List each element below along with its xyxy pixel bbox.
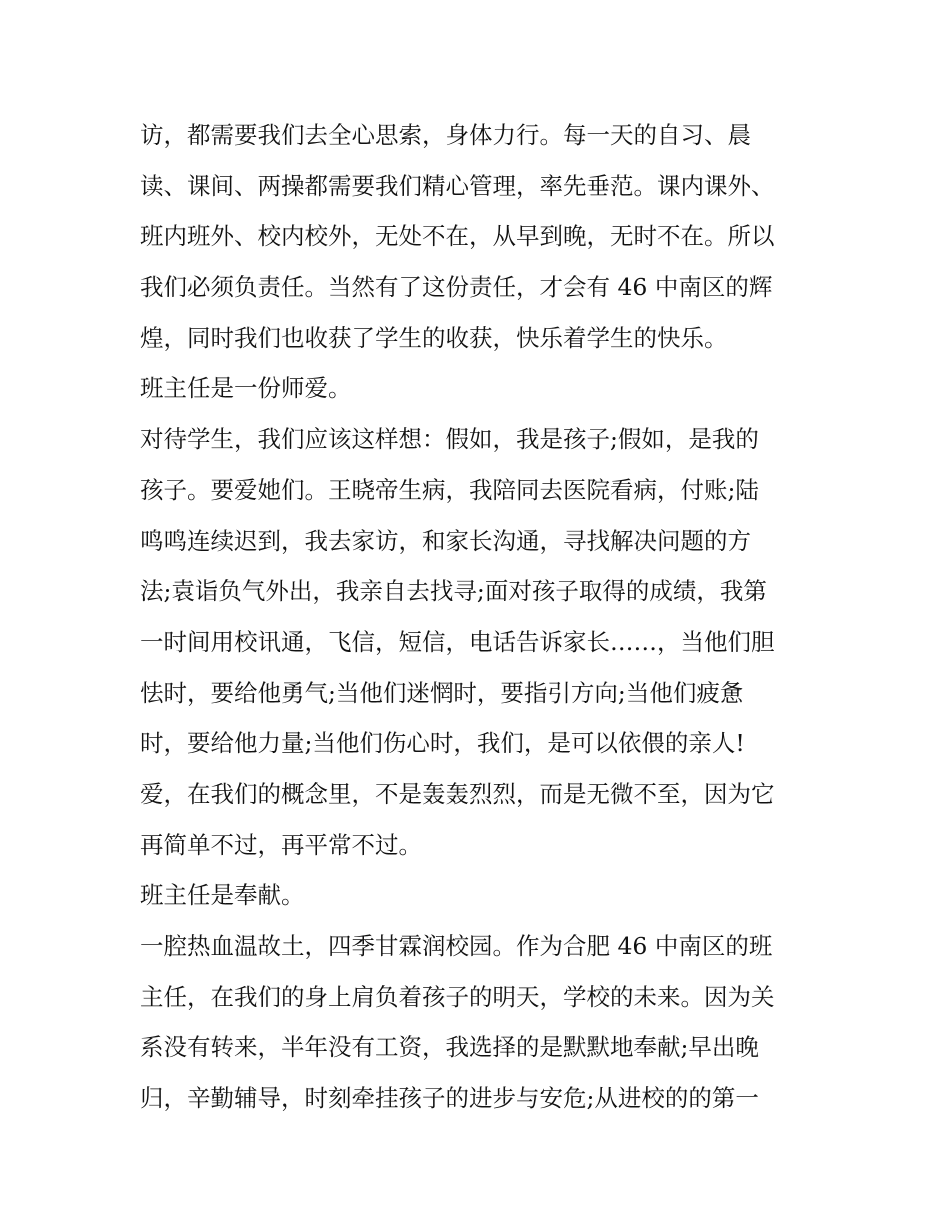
text-line: 再简单不过，再平常不过。 xyxy=(140,830,422,859)
text-line: 鸣鸣连续迟到，我去家访，和家长沟通，寻找解决问题的方 xyxy=(140,526,751,555)
text-line: 煌，同时我们也收获了学生的收获，快乐着学生的快乐。 xyxy=(140,323,728,352)
text-line: 孩子。要爱她们。王晓帝生病，我陪同去医院看病，付账;陆 xyxy=(140,475,759,504)
text-line: 系没有转来，半年没有工资，我选择的是默默地奉献;早出晚 xyxy=(140,1033,759,1062)
text-line: 读、课间、两操都需要我们精心管理，率先垂范。课内课外、 xyxy=(140,171,775,200)
text-line: 一腔热血温故土，四季甘霖润校园。作为合肥 46 中南区的班 xyxy=(140,932,773,960)
section-heading: 班主任是一份师爱。 xyxy=(140,374,352,403)
text-line: 主任，在我们的身上肩负着孩子的明天，学校的未来。因为关 xyxy=(140,982,775,1011)
body-text xyxy=(140,110,830,1124)
text-line: 一时间用校讯通，飞信，短信，电话告诉家长……，当他们胆 xyxy=(140,627,775,656)
text-line: 班内班外、校内校外，无处不在，从早到晚，无时不在。所以 xyxy=(140,222,775,251)
section-heading: 班主任是奉献。 xyxy=(140,881,305,910)
text-line: 我们必须负责任。当然有了这份责任，才会有 46 中南区的辉 xyxy=(140,273,773,302)
text-line: 时，要给他力量;当他们伤心时，我们，是可以依偎的亲人! xyxy=(140,729,745,758)
text-line: 对待学生，我们应该这样想：假如，我是孩子;假如，是我的 xyxy=(140,425,759,454)
text-line: 访，都需要我们去全心思索，身体力行。每一天的自习、晨 xyxy=(140,121,751,149)
text-line: 归，辛勤辅导，时刻牵挂孩子的进步与安危;从进校的的第一 xyxy=(140,1084,759,1113)
text-line: 爱，在我们的概念里，不是轰轰烈烈，而是无微不至，因为它 xyxy=(140,779,775,808)
text-line: 法;袁诣负气外出，我亲自去找寻;面对孩子取得的成绩，我第 xyxy=(140,577,767,606)
text-line: 怯时，要给他勇气;当他们迷惘时，要指引方向;当他们疲惫 xyxy=(140,678,744,707)
